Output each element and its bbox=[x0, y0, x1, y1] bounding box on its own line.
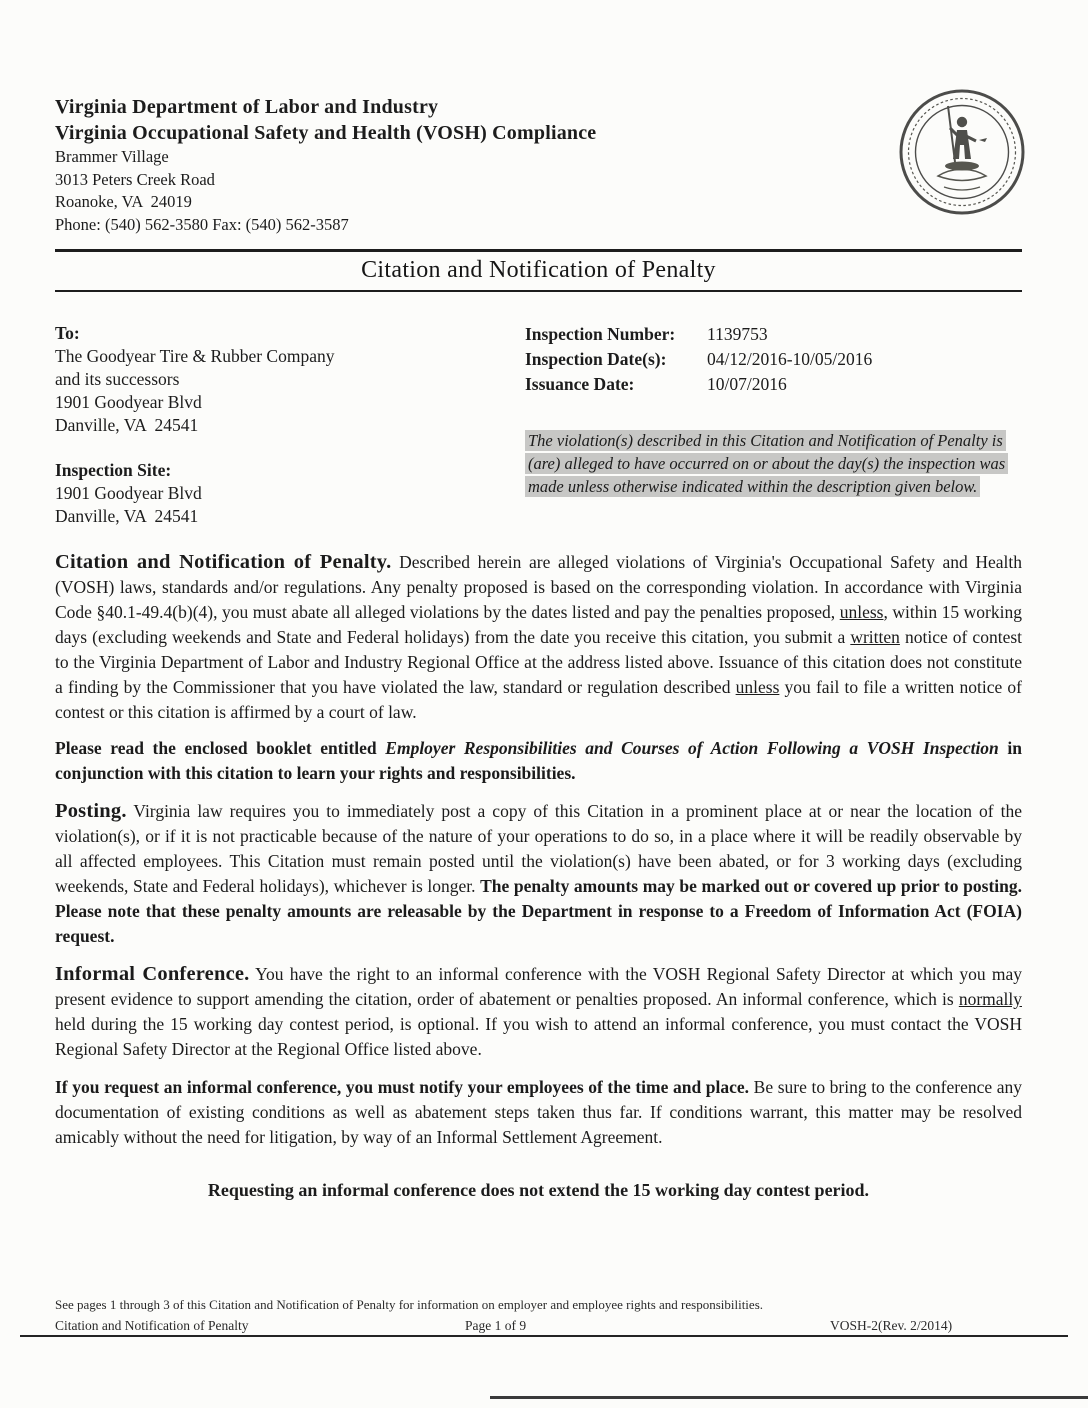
recipient-line: and its successors bbox=[55, 369, 180, 389]
violation-notice-text: The violation(s) described in this Citation and Notification of Penalty is (are) alleged to have occurred on or about the day(s) the inspection was made unless otherwise indicated within the description given below. bbox=[525, 430, 1008, 497]
scan-edge-mark bbox=[490, 1396, 1088, 1399]
page-indicator: Page 1 of 9 bbox=[465, 1318, 527, 1333]
issuance-date-value: 10/07/2016 bbox=[707, 374, 787, 394]
footer-rule bbox=[20, 1335, 1068, 1337]
citation-paragraph: Citation and Notification of Penalty. Described herein are alleged violations of Virginia's Occupational Safety and Health (VOSH) laws, standards and/or regulations. Any penalty proposed is based on the corresponding violation. In accordance with Virginia Code §40.1-49.4(b)(4), you must abate all alleged violations by the dates listed and pay the penalties proposed, unless, within 15 working days (excluding weekends and State and Federal holidays) from the date you receive this citation, you submit a written notice of contest to the Virginia Department of Labor and Industry Regional Office at the address listed above. Issuance of this citation does not constitute a finding by the Commissioner that you have violated the law, standard or regulation described unless you fail to file a written notice of contest or this citation is affirmed by a court of law. bbox=[55, 551, 1023, 722]
document-title-band bbox=[55, 249, 1022, 292]
inspection-number-row bbox=[525, 322, 1022, 347]
informal-conference-paragraph: Informal Conference. You have the right to an informal conference with the VOSH Regional Safety Director at which you may present evidence to support amending the citation, order of abatement or penalties proposed. An informal conference, which is normally held during the 15 working day contest period, is optional. If you wish to attend an informal conference, you must contact the VOSH Regional Safety Director at the Regional Office listed above. bbox=[55, 963, 1023, 1059]
inspection-dates-row bbox=[525, 347, 1022, 372]
contest-period-notice: Requesting an informal conference does not extend the 15 working day contest period. bbox=[207, 1180, 870, 1200]
inspection-dates-value: 04/12/2016-10/05/2016 bbox=[707, 349, 873, 369]
org-address-line: Brammer Village bbox=[55, 147, 169, 166]
org-name-line1: Virginia Department of Labor and Industry bbox=[55, 96, 439, 118]
inspection-number-label: Inspection Number: bbox=[525, 324, 676, 344]
recipient-block bbox=[55, 322, 525, 528]
inspection-site-line: 1901 Goodyear Blvd bbox=[55, 483, 202, 503]
please-read-paragraph: Please read the enclosed booklet entitled Employer Responsibilities and Courses of Action Following a VOSH Inspection in conjunction with this citation to learn your rights and responsibilities. bbox=[55, 738, 1022, 783]
violation-notice bbox=[525, 429, 1011, 498]
letterhead bbox=[55, 94, 1022, 236]
inspection-meta-block bbox=[525, 322, 1022, 528]
inspection-site-label: Inspection Site: bbox=[55, 460, 172, 480]
org-phone-fax-line: Phone: (540) 562-3580 Fax: (540) 562-3587 bbox=[55, 214, 349, 234]
recipient-line: Danville, VA 24541 bbox=[55, 415, 199, 435]
inspection-number-value: 1139753 bbox=[707, 324, 768, 344]
inspection-site-line: Danville, VA 24541 bbox=[55, 506, 199, 526]
document-title: Citation and Notification of Penalty bbox=[361, 257, 716, 283]
issuance-date-row bbox=[525, 372, 1022, 397]
recipient-line: The Goodyear Tire & Rubber Company bbox=[55, 346, 335, 366]
page-footer bbox=[55, 1296, 1045, 1333]
issuance-date-label: Issuance Date: bbox=[525, 374, 635, 394]
inspection-dates-label: Inspection Date(s): bbox=[525, 349, 667, 369]
conference-request-paragraph: If you request an informal conference, you must notify your employees of the time and place. Be sure to bring to the conference any documentation of existing conditions as well as abatement steps taken thus far. If conditions warrant, this matter may be resolved amicably without the need for litigation, by way of an Informal Settlement Agreement. bbox=[55, 1077, 1022, 1147]
recipient-line: 1901 Goodyear Blvd bbox=[55, 392, 202, 412]
info-section bbox=[55, 322, 1022, 528]
footer-note: See pages 1 through 3 of this Citation and Notification of Penalty for information on employer and employee rights and responsibilities. bbox=[55, 1297, 763, 1312]
org-address-line: Roanoke, VA 24019 bbox=[55, 192, 192, 211]
form-number: VOSH-2(Rev. 2/2014) bbox=[830, 1318, 953, 1333]
posting-paragraph: Posting. Virginia law requires you to immediately post a copy of this Citation in a prominent place at or near the location of the violation(s), or if it is not practicable because of the nature of your operations to do so, in a place where it will be readily observable by all affected employees. This Citation must remain posted until the violation(s) have been abated, or for 3 working days (excluding weekends, State and Federal holidays), whichever is longer. The penalty amounts may be marked out or covered up prior to posting. Please note that these penalty amounts are releasable by the Department in response to a Freedom of Information Act (FOIA) request. bbox=[55, 800, 1023, 946]
footer-doc-name: Citation and Notification of Penalty bbox=[55, 1318, 249, 1333]
org-name-line2: Virginia Occupational Safety and Health (VOSH) Compliance bbox=[55, 122, 597, 144]
to-label: To: bbox=[55, 323, 80, 343]
org-address-line: 3013 Peters Creek Road bbox=[55, 169, 215, 189]
